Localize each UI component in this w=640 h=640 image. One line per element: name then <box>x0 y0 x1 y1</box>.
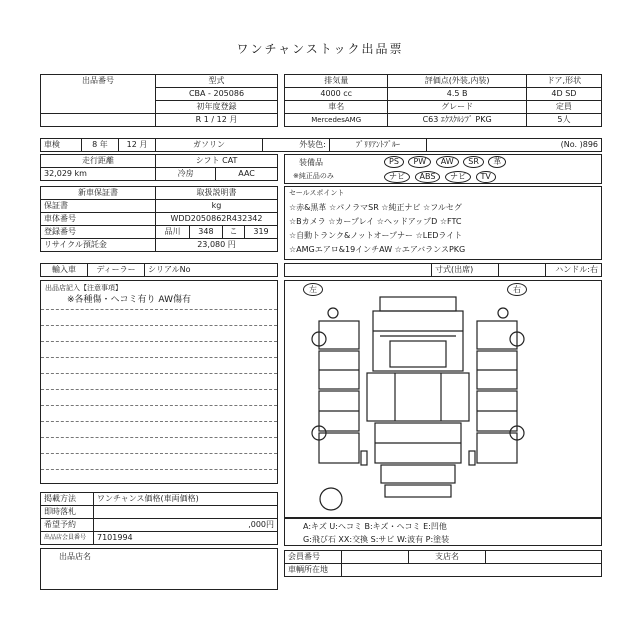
inspection-year: 8 年 <box>82 139 119 152</box>
store-name-label: 出品店名 <box>59 552 91 561</box>
record-label: 保証書 <box>41 200 156 213</box>
grade-value: C63 ｴｸｽｸﾙｼﾌﾞ PKG <box>388 114 526 127</box>
reg-label: 初年度登録 <box>156 101 278 114</box>
legend-row-1: A:キズ U:ヘコミ B:キズ・ヘコミ E:凹他 <box>303 522 447 531</box>
equip-item: 革 <box>488 156 506 168</box>
mileage-label: 走行距離 <box>41 155 156 168</box>
door-label: ドア,形状 <box>526 75 601 88</box>
serial-label: シリアルNo <box>145 264 278 277</box>
equip-item: PS <box>384 156 404 168</box>
notes-label: 出品店記入【注意事項】 <box>45 284 122 292</box>
plate-number: 319 <box>245 226 278 239</box>
top-left-table <box>40 74 278 127</box>
reserve-value: ,000円 <box>94 519 278 532</box>
diagram-left-label: 左 <box>303 283 323 296</box>
chassis-label: 車体番号 <box>41 213 156 226</box>
recycle-label: リサイクル預託金 <box>41 239 156 252</box>
publish-table <box>40 492 278 545</box>
color-label: 外装色: <box>263 139 330 152</box>
displacement-value: 4000 cc <box>285 88 388 101</box>
reg-value: R 1 / 12 月 <box>156 114 278 127</box>
plate-class: 348 <box>189 226 222 239</box>
exhibitor-no-label: 出品店会員番号 <box>41 532 94 545</box>
equip-item: SR <box>463 156 484 168</box>
equip-item: PW <box>408 156 431 168</box>
grade-label: グレード <box>388 101 526 114</box>
notes-box <box>40 280 278 484</box>
model-label: 型式 <box>156 75 278 88</box>
selling-points-box <box>284 186 602 260</box>
equip-item: AW <box>436 156 459 168</box>
mileage-value: 32,029 km <box>41 168 156 181</box>
equip-item: ABS <box>415 171 441 183</box>
member-no-label: 会員番号 <box>285 551 342 564</box>
member-table <box>284 550 602 577</box>
selling-points-label: セールスポイント <box>289 189 345 197</box>
selling-point-line: ☆AMGエアロ&19インチAW ☆エアバランスPKG <box>289 245 466 254</box>
fuel-value: ガソリン <box>156 139 263 152</box>
door-value: 4D SD <box>526 88 601 101</box>
inspection-label: 車検 <box>41 139 82 152</box>
model-value: CBA - 205086 <box>156 88 278 101</box>
legend-box <box>284 518 602 546</box>
weight-unit: kg <box>156 200 278 213</box>
plate-label: 登録番号 <box>41 226 156 239</box>
car-outline-icon <box>285 281 603 519</box>
manual-label: 取扱説明書 <box>156 187 278 200</box>
score-label: 評価点(外装,内装) <box>388 75 526 88</box>
reserve-label: 希望予約 <box>41 519 94 532</box>
import-row-right <box>284 263 602 277</box>
selling-point-line: ☆赤&黒革 ☆パノラマSR ☆純正ナビ ☆フルセグ <box>289 203 462 212</box>
vehicle-table <box>40 186 278 252</box>
handle-field <box>546 264 602 277</box>
maker-value: MercedesAMG <box>285 114 388 127</box>
exhibitor-no-value: 7101994 <box>94 532 278 545</box>
sheet-title: ワンチャンストック出品票 <box>236 42 404 56</box>
score-value: 4.5 B <box>388 88 526 101</box>
color-value: ﾌﾞﾘﾘｱﾝﾄﾌﾞﾙｰ <box>330 139 427 152</box>
recycle-value: 23,080 円 <box>156 239 278 252</box>
option-label: 寸式(出席) <box>432 264 499 277</box>
damage-diagram-box <box>284 280 602 518</box>
import-dealer: ディーラー <box>88 264 145 277</box>
equipment-box <box>284 154 602 184</box>
import-row <box>40 263 278 277</box>
equipment-label: 装備品 <box>299 158 323 167</box>
store-name-box <box>40 548 278 590</box>
notes-text: ※各種傷・ヘコミ有り AW傷有 <box>67 295 191 305</box>
publish-method-label: 掲載方法 <box>41 493 94 506</box>
ac-value: AAC <box>216 168 278 181</box>
ac-label: 冷房 <box>156 168 216 181</box>
shift-label: シフト CAT <box>156 155 278 168</box>
handle-value: 右 <box>590 265 598 274</box>
selling-point-line: ☆Bカメラ ☆カープレイ ☆ヘッドアップD ☆FTC <box>289 217 462 226</box>
plate-area: 品川 <box>156 226 190 239</box>
equipment-row-2 <box>383 171 497 183</box>
equipment-note: ※純正品のみ <box>293 172 334 180</box>
plate-kana: こ <box>222 226 244 239</box>
maker-label: 車名 <box>285 101 388 114</box>
inspection-month: 12 月 <box>119 139 156 152</box>
location-label: 車輌所在地 <box>285 564 342 577</box>
lot-label: 出品番号 <box>41 75 156 114</box>
equip-item: ナビ <box>445 171 471 183</box>
equipment-row-1 <box>383 156 507 168</box>
handle-label: ハンドル: <box>555 265 590 274</box>
diagram-right-label: 右 <box>507 283 527 296</box>
import-label: 輸入車 <box>41 264 88 277</box>
warranty-label: 新車保証書 <box>41 187 156 200</box>
chassis-value: WDD2050862R432342 <box>156 213 278 226</box>
color-no: (No. )896 <box>427 139 602 152</box>
inspection-row <box>40 138 602 152</box>
capacity-value: 5人 <box>526 114 601 127</box>
equip-item: ナビ <box>384 171 410 183</box>
fee-label: 即時落札 <box>41 506 94 519</box>
capacity-label: 定員 <box>526 101 601 114</box>
legend-row-2: G:飛び石 XX:交換 S:サビ W:波有 P:塗装 <box>303 535 450 544</box>
selling-point-line: ☆自動トランク&ノットオープナー ☆LEDライト <box>289 231 463 240</box>
publish-method-value: ワンチャンス価格(車両価格) <box>94 493 278 506</box>
displacement-label: 排気量 <box>285 75 388 88</box>
equip-item: TV <box>476 171 496 183</box>
mileage-table <box>40 154 278 181</box>
branch-label: 支店名 <box>409 551 486 564</box>
top-right-table <box>284 74 602 127</box>
